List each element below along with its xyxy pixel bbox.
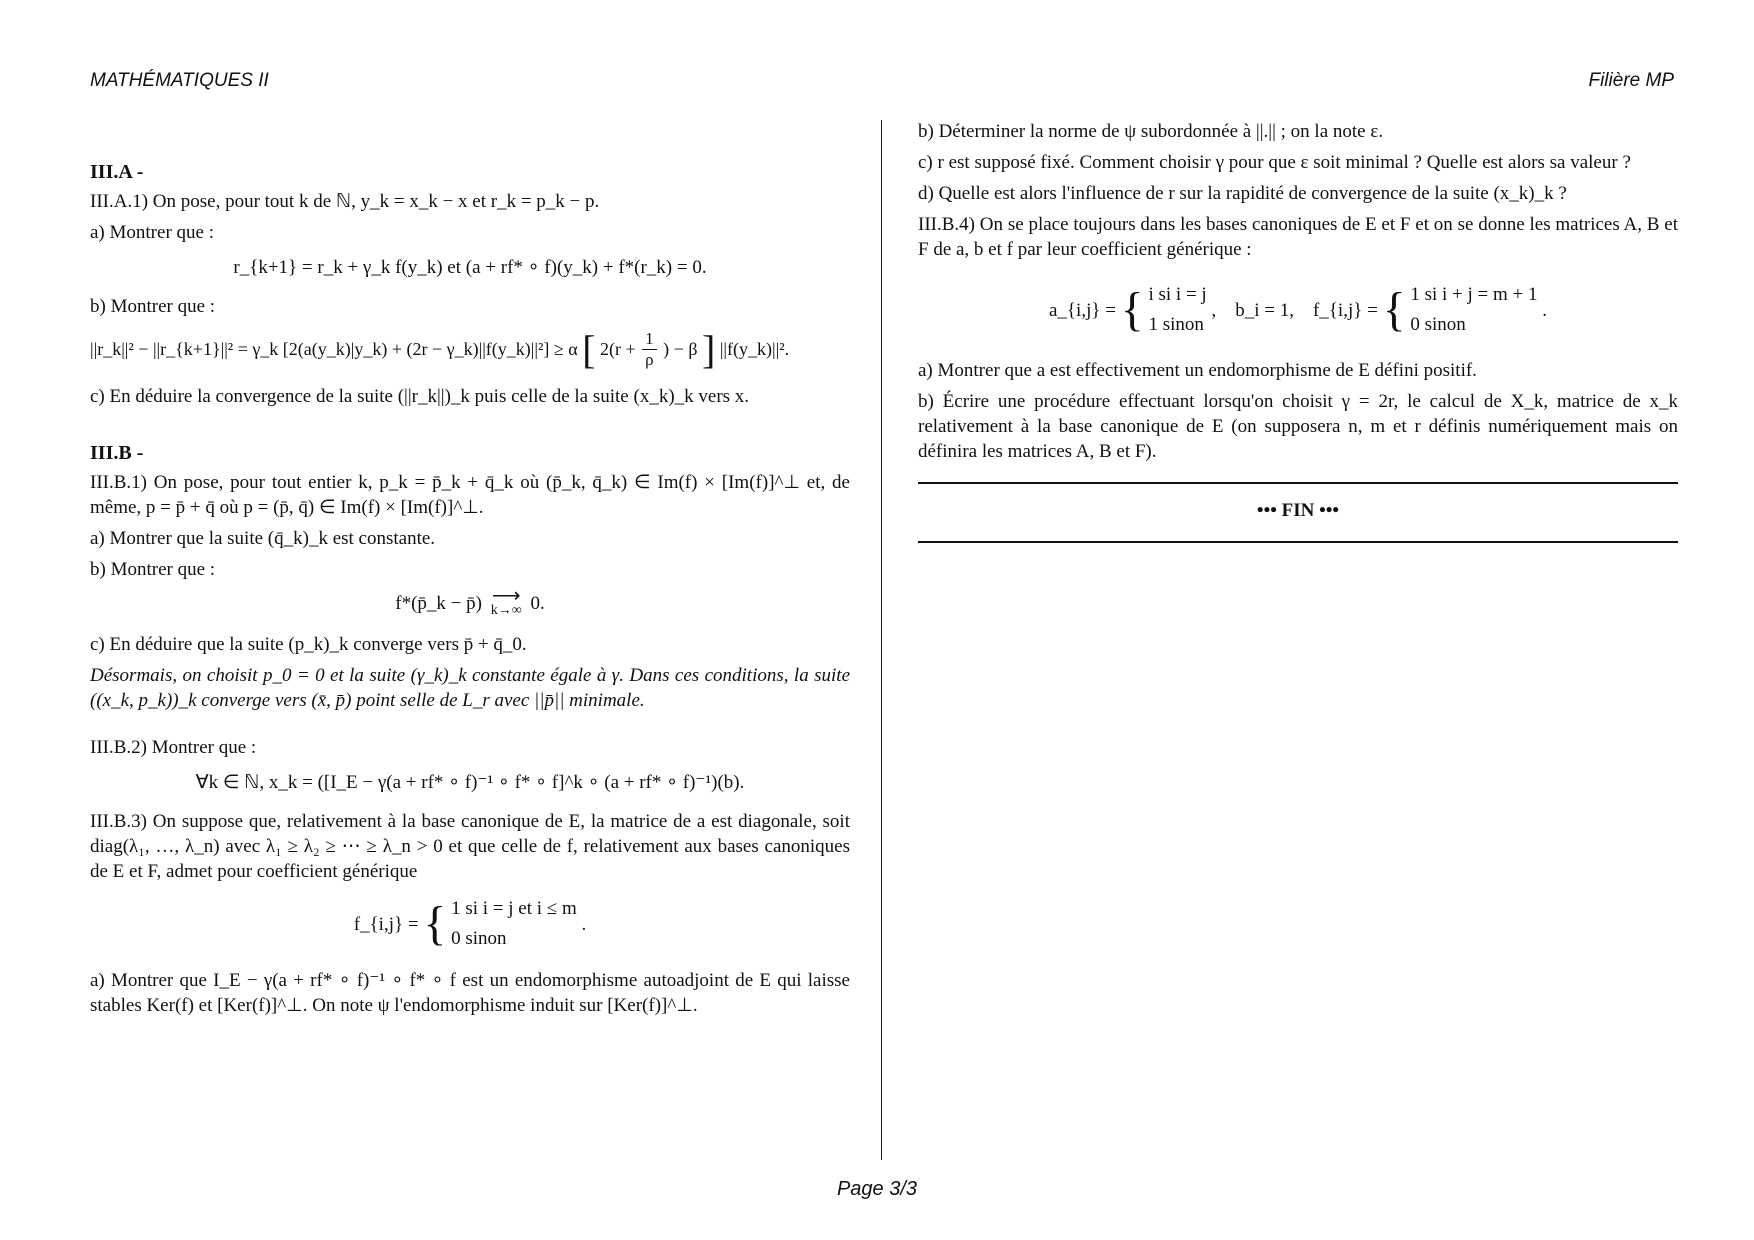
piecewise-definition <box>90 894 850 954</box>
bracket-close: ] <box>701 327 716 372</box>
question-label: a) Montrer que : <box>90 222 214 243</box>
case: i si i = j <box>1148 284 1207 305</box>
section-heading-IIIB: III.B - <box>90 442 144 464</box>
question-IIIB2: III.B.2) Montrer que : <box>90 737 257 758</box>
limit-expression: f*(p̄_k − p̄) <box>395 592 482 614</box>
equation: r_{k+1} = r_k + γ_k f(y_k) et (a + rf* ∘ f)(y_k) + f*(r_k) = 0. <box>233 257 707 278</box>
cases <box>451 894 577 954</box>
bracket-open: [ <box>582 327 596 372</box>
right-column <box>918 119 1678 543</box>
brace: { <box>423 897 447 950</box>
piecewise-end: . <box>581 913 587 935</box>
header-track: Filière MP <box>1588 70 1674 91</box>
inequality-part: 2(r + <box>600 339 636 359</box>
header-subject: MATHÉMATIQUES II <box>90 70 269 91</box>
question-IIIB4: III.B.4) On se place toujours dans les bases canoniques de E et F et on se donne les matrices A, B et F de a, b et f par leur coefficient générique : <box>918 214 1678 260</box>
question-c: c) En déduire que la suite (p_k)_k converge vers p̄ + q̄_0. <box>90 634 527 655</box>
limit-equation <box>90 585 850 618</box>
question-d: d) Quelle est alors l'influence de r sur la rapidité de convergence de la suite (x_k)_k ? <box>918 183 1567 204</box>
case: 0 sinon <box>451 928 507 949</box>
question-b: b) Écrire une procédure effectuant lorsqu'on choisit γ = 2r, le calcul de X_k, matrice de x_k relativement à la base canonique de E (on supposera n, m et r définis numériquement mais on définira les matrices A, B et F). <box>918 391 1678 462</box>
b-and-f-lhs: , b_i = 1, f_{i,j} = <box>1211 299 1378 321</box>
cases <box>1148 280 1206 340</box>
inequality-rhs: ||f(y_k)||². <box>719 339 790 359</box>
question-c: c) r est supposé fixé. Comment choisir γ pour que ε soit minimal ? Quelle est alors sa valeur ? <box>918 152 1631 173</box>
question-a: a) Montrer que a est effectivement un endomorphisme de E défini positif. <box>918 360 1477 381</box>
case: 0 sinon <box>1410 314 1466 335</box>
definitions-end: . <box>1542 299 1548 321</box>
cases <box>1410 280 1537 340</box>
piecewise-lhs: f_{i,j} = <box>353 913 419 935</box>
fraction-denominator: ρ <box>645 350 654 369</box>
case: 1 si i = j et i ≤ m <box>451 898 577 919</box>
inequality <box>90 329 850 370</box>
page-number: Page 3/3 <box>836 1178 918 1200</box>
brace: { <box>1120 283 1144 336</box>
equation: ∀k ∈ ℕ, x_k = ([I_E − γ(a + rf* ∘ f)⁻¹ ∘ f* ∘ f]^k ∘ (a + rf* ∘ f)⁻¹)(b). <box>195 772 745 793</box>
question-label: b) Montrer que : <box>90 559 216 580</box>
question-a: a) Montrer que I_E − γ(a + rf* ∘ f)⁻¹ ∘ f* ∘ f est un endomorphisme autoadjoint de E qui laisse stables Ker(f) et [Ker(f)]^⊥. On note ψ l'endomorphisme induit sur [Ker(f)]^⊥. <box>90 970 850 1016</box>
question-IIIA1: III.A.1) On pose, pour tout k de ℕ, y_k = x_k − x et r_k = p_k − p. <box>90 191 600 212</box>
limit-arrow: ⟶ k→∞ <box>490 585 522 618</box>
section-heading-IIIA: III.A - <box>90 161 144 183</box>
limit-subscript: k→∞ <box>490 603 522 618</box>
question-a: a) Montrer que la suite (q̄_k)_k est constante. <box>90 528 436 549</box>
question-IIIB1: III.B.1) On pose, pour tout entier k, p_k = p̄_k + q̄_k où (p̄_k, q̄_k) ∈ Im(f) × [Im(f)]^⊥ et, de même, p = p̄ + q̄ où p = (p̄, q̄) ∈ Im(f) × [Im(f)]^⊥. <box>90 472 850 518</box>
a-lhs: a_{i,j} = <box>1048 299 1116 321</box>
question-IIIB3: III.B.3) On suppose que, relativement à la base canonique de E, la matrice de a est diagonale, soit diag(λ₁, …, λ_n) avec λ₁ ≥ λ₂ ≥ ⋯ ≥ λ_n > 0 et que celle de f, relativement aux bases canoniques de E et F, admet pour coefficient générique <box>90 811 850 882</box>
left-column <box>90 160 850 1024</box>
case: 1 si i + j = m + 1 <box>1410 284 1538 305</box>
note: Désormais, on choisit p_0 = 0 et la suite (γ_k)_k constante égale à γ. Dans ces conditions, la suite ((x_k, p_k))_k converge vers (x̄, p̄) point selle de L_r avec ||p̄|| minimale. <box>90 665 850 711</box>
inequality-part: ) − β <box>663 339 698 359</box>
brace: { <box>1382 283 1406 336</box>
end-marker: ••• FIN ••• <box>918 482 1678 543</box>
question-label: b) Montrer que : <box>90 296 216 317</box>
matrix-definitions <box>918 280 1678 340</box>
column-divider <box>881 120 882 1160</box>
limit-value: 0. <box>530 592 545 614</box>
case: 1 sinon <box>1148 314 1204 335</box>
inequality-lhs: ||r_k||² − ||r_{k+1}||² = γ_k [2(a(y_k)|y_k) + (2r − γ_k)||f(y_k)||²] ≥ α <box>90 339 578 359</box>
question-c: c) En déduire la convergence de la suite (||r_k||)_k puis celle de la suite (x_k)_k vers x. <box>90 386 750 407</box>
question-b: b) Déterminer la norme de ψ subordonnée à ||.|| ; on la note ε. <box>918 121 1384 142</box>
fraction-numerator: 1 <box>642 329 657 350</box>
fraction <box>642 329 657 370</box>
